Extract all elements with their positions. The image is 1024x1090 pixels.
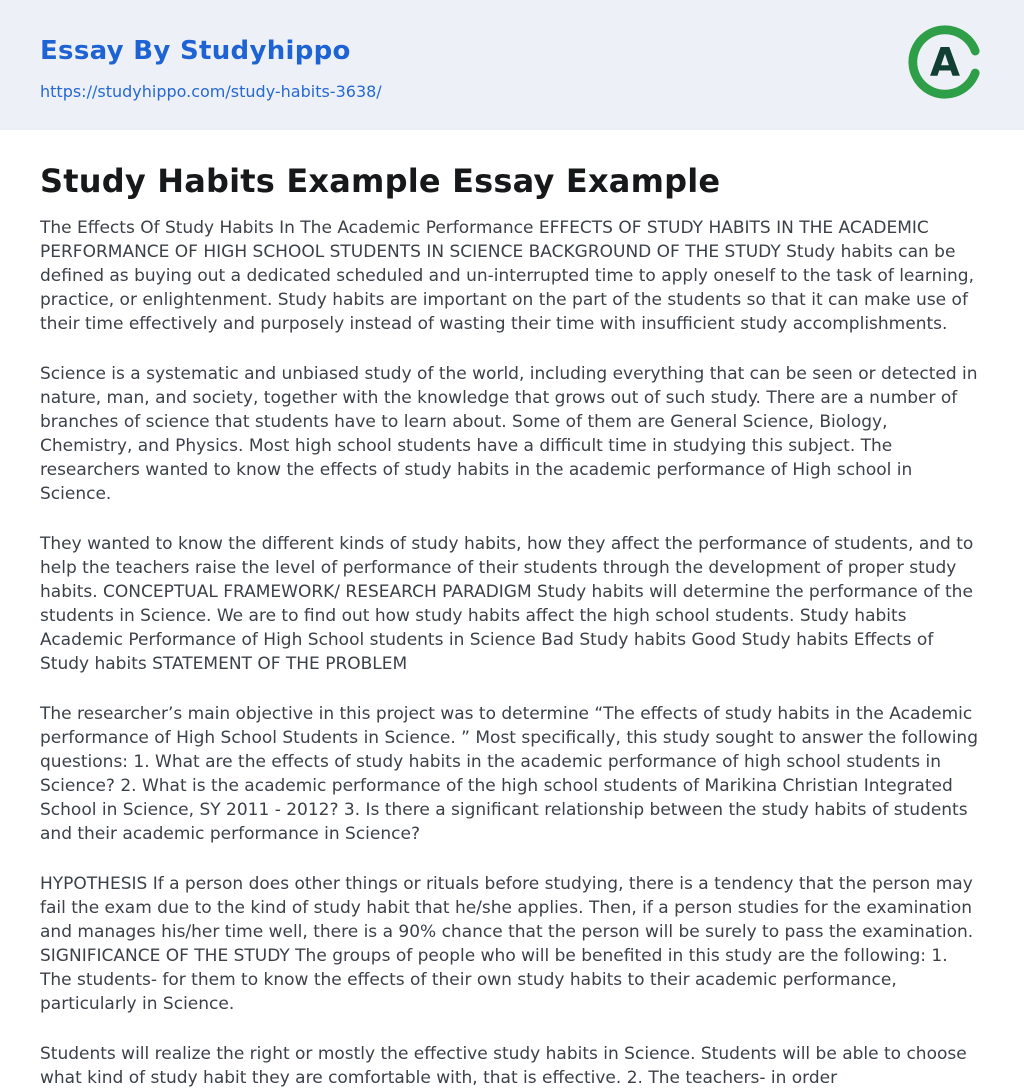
essay-paragraph: Students will realize the right or mostly the effective study habits in Science. Students will be able to choose what kind of study habit they are comfortable with, that is effective. 2. The teachers- in order xyxy=(40,1044,967,1088)
essay-paragraph: The Effects Of Study Habits In The Academic Performance EFFECTS OF STUDY HABITS IN THE ACADEMIC PERFORMANCE OF HIGH SCHOOL STUDENTS IN SCIENCE BACKGROUND OF THE STUDY Study habits can be defined as buying out a dedicated scheduled and un-interrupted time to apply oneself to the task of learning, practice, or enlightenment. Study habits are important on the part of the students so that it can make use of their time effectively and purposely instead of wasting their time with insufficient study accomplishments. xyxy=(40,218,974,334)
essay-paragraph: HYPOTHESIS If a person does other things or rituals before studying, there is a tendency that the person may fail the exam due to the kind of study habit that he/she applies. Then, if a person studies for the examination and manages his/her time well, there is a 90% chance that the person will be surely to pass the examination. SIGNIFICANCE OF THE STUDY The groups of people who will be benefited in this study are the following: 1. The students- for them to know the effects of their own study habits to their academic performance, particularly in Science. xyxy=(40,874,974,1014)
essay-paragraph: They wanted to know the different kinds of study habits, how they affect the performance of students, and to help the teachers raise the level of performance of their students through the development of proper study habits. CONCEPTUAL FRAMEWORK/ RESEARCH PARADIGM Study habits will determine the performance of the students in Science. We are to find out how study habits affect the high school students. Study habits Academic Performance of High School students in Science Bad Study habits Good Study habits Effects of Study habits STATEMENT OF THE PROBLEM xyxy=(40,534,974,674)
site-title: Essay By Studyhippo xyxy=(40,36,351,66)
svg-text:A: A xyxy=(929,40,961,86)
essay-content xyxy=(0,130,1024,1090)
studyhippo-logo-icon xyxy=(906,23,984,101)
essay-paragraph: Science is a systematic and unbiased study of the world, including everything that can be seen or detected in nature, man, and society, together with the knowledge that grows out of such study. There are a number of branches of science that students have to learn about. Some of them are General Science, Biology, Chemistry, and Physics. Most high school students have a difficult time in studying this subject. The researchers wanted to know the effects of study habits in the academic performance of High school in Science. xyxy=(40,364,978,504)
source-url-link[interactable]: https://studyhippo.com/study-habits-3638/ xyxy=(40,82,382,101)
page-header xyxy=(0,0,1024,130)
essay-paragraph: The researcher’s main objective in this project was to determine “The effects of study habits in the Academic performance of High School Students in Science. ” Most specifically, this study sought to answer the following questions: 1. What are the effects of study habits in the academic performance of high school students in Science? 2. What is the academic performance of the high school students of Marikina Christian Integrated School in Science, SY 2011 - 2012? 3. Is there a significant relationship between the study habits of students and their academic performance in Science? xyxy=(40,704,978,844)
essay-title: Study Habits Example Essay Example xyxy=(40,162,721,200)
